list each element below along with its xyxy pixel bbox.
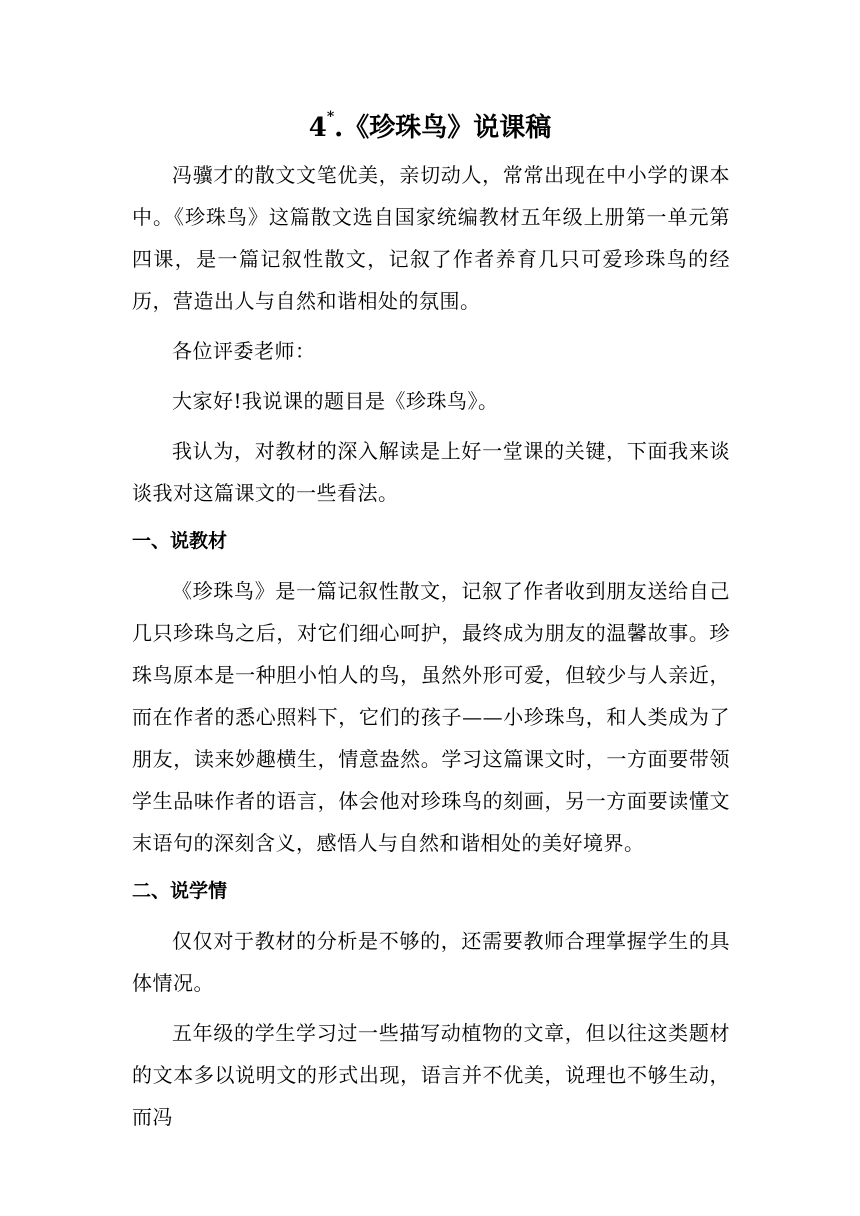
title-text: .《珍珠鸟》说课稿 [334, 113, 552, 143]
textbook-paragraph: 《珍珠鸟》是一篇记叙性散文，记叙了作者收到朋友送给自己几只珍珠鸟之后，对它们细心呵护，最终成为朋友的温馨故事。珍珠鸟原本是一种胆小怕人的鸟，虽然外形可爱，但较少与人亲近，而在作者的悉心照料下，它们的孩子——小珍珠鸟，和人类成为了朋友，读来妙趣横生，情意盎然。学习这篇课文时，一方面要带领学生品味作者的语言，体会他对珍珠鸟的刻画，另一方面要读懂文末语句的深刻含义，感悟人与自然和谐相处的美好境界。 [132, 579, 730, 855]
section-heading-textbook: 一、说教材 [132, 530, 228, 552]
intro-paragraph: 冯骥才的散文文笔优美，亲切动人，常常出现在中小学的课本中。《珍珠鸟》这篇散文选自国家统编教材五年级上册第一单元第四课，是一篇记叙性散文，记叙了作者养育几只可爱珍珠鸟的经历，营造出人与自然和谐相处的氛围。 [132, 163, 730, 313]
document-title [0, 108, 860, 148]
greeting-paragraph: 各位评委老师： [172, 339, 316, 363]
title-number: 4 [308, 113, 327, 143]
title-asterisk: * [326, 109, 335, 125]
students-paragraph-1: 仅仅对于教材的分析是不够的，还需要教师合理掌握学生的具体情况。 [132, 929, 730, 995]
students-paragraph-2: 五年级的学生学习过一些描写动植物的文章，但以往这类题材的文本多以说明文的形式出现，语言并不优美，说理也不够生动，而冯 [132, 1021, 730, 1129]
opinion-paragraph: 我认为，对教材的深入解读是上好一堂课的关键，下面我来谈谈我对这篇课文的一些看法。 [132, 439, 730, 505]
topic-paragraph: 大家好!我说课的题目是《珍珠鸟》。 [172, 389, 499, 413]
section-heading-students: 二、说学情 [132, 880, 228, 902]
document-body [132, 154, 730, 1138]
